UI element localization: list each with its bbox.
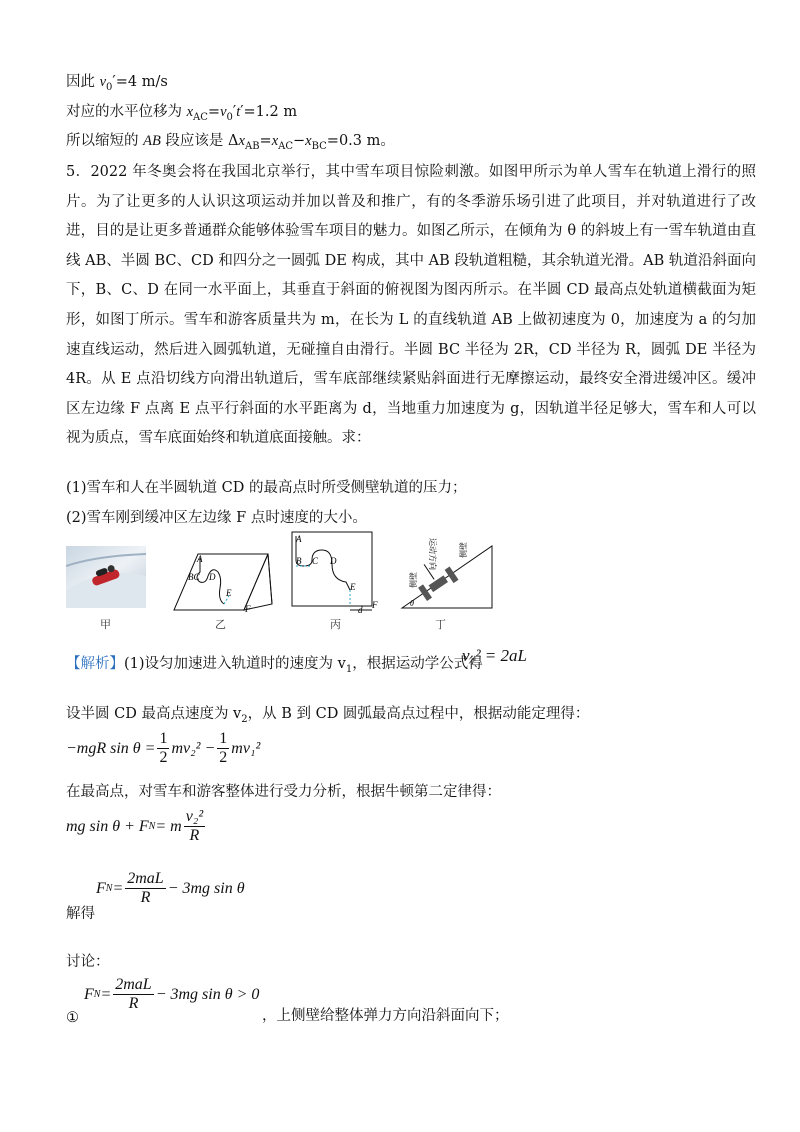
solution-tag: 【解析】 [66,656,124,672]
equation-condition: F N = $\frac{\text{2maL}}{R}$ − 3mg sin θ > 0 [84,976,260,1012]
equation-newton: mg sin θ + F N = m $\frac{\text{v₂²}}{R}$ [66,808,204,844]
line-shortened-ab: 所以缩短的 AB 段应该是 $\Delta x_{AB}=x_{AC}-x_{BC}=0.3$ m。 [66,133,395,152]
question-2: (2)雪车刚到缓冲区左边缘 F 点时速度的大小。 [66,510,367,526]
equation-energy: −mgR sin θ = $\frac{1}{2}$ mv₂² − $\frac{1}{2}$ mv₁² [66,730,261,766]
line-horizontal-displacement: 对应的水平位移为 $x_{AC}=v_0't'=1.2$ m [66,104,298,123]
ding-wall-left: 侧壁 [409,572,418,588]
figure-bing-topview [290,530,380,614]
problem-text: 5．2022 年冬奥会将在我国北京举行，其中雪车项目惊险刺激。如图甲所示为单人雪车在轨道上滑行的照片。为了让更多的人认识这项运动并加以普及和推广，有的冬季游乐场引进了此项目，并对轨道进行了改进，目的是让更多普通群众能够体验雪车项目的魅力。如图乙所示，在倾角为 θ 的斜坡上有一雪车轨道由直线 AB、半圆 BC、CD 和四分之一圆弧 DE 构成，其中 AB 段轨道粗糙，其余轨道光滑。AB 轨道沿斜面向下，B、C、D 在同一水平面上，其垂直于斜面的俯视图为图丙所示。在半圆 CD 最高点处轨道横截面为矩形，如图丁所示。雪车和游客质量共为 m，在长为 L 的直线轨道 AB 上做初速度为 0，加速度为 a 的匀加速直线运动，然后进入圆弧轨道，无碰撞自由滑行。半圆 BC 半径为 2R，CD 半径为 R，圆弧 DE 半径为 4R。从 E 点沿切线方向滑出轨道后，雪车底部继续紧贴斜面进行无摩擦运动，最终安全滑进缓冲区。缓冲区左边缘 F 点离 E 点平行斜面的水平距离为 d，当地重力加速度为 g，因轨道半径足够大，雪车和人可以视为质点，雪车底面始终和轨道底面接触。求： [66,164,756,447]
bing-label-F: F [372,600,378,610]
solution-step-4: 解得 [66,906,95,922]
bing-label-A: A [296,534,302,544]
problem-statement [66,158,756,454]
ding-theta: θ [410,599,414,608]
yi-label-E: E [226,588,232,598]
solution-step-3: 在最高点，对雪车和游客整体进行受力分析，根据牛顿第二定律得： [66,784,501,800]
yi-label-D: D [209,572,216,582]
solution-step-6-text: ，上侧壁给整体弹力方向沿斜面向下； [262,1008,509,1024]
figure-jia-photo [66,546,146,608]
solution-step-5: 讨论： [66,954,110,970]
solution-step-1: 【解析】(1)设匀加速进入轨道时的速度为 $v_1$，根据运动学公式得 [66,656,483,675]
yi-label-BC: BC [188,572,200,582]
caption-jia: 甲 [100,618,111,631]
caption-yi: 乙 [215,618,226,631]
ding-wall-right: 侧壁 [459,542,468,558]
caption-bing: 丙 [330,618,341,631]
bing-label-D: D [330,556,337,566]
ding-direction: 运动方向 [428,538,437,570]
solution-step-6: ① [66,1010,79,1026]
bing-label-B: B [296,556,302,566]
equation-result: F N = $\frac{\text{2maL}}{R}$ − 3mg sin θ [96,870,245,906]
figure-ding-crosssection [398,532,498,612]
bing-label-d: d [358,605,363,614]
yi-label-A: A [197,554,203,564]
caption-ding: 丁 [435,618,446,631]
figure-yi-slope [168,544,276,614]
solution-step-2: 设半圆 CD 最高点速度为 $v_2$，从 B 到 CD 圆弧最高点过程中，根据动能定理得： [66,706,590,725]
yi-label-F: F [245,604,251,614]
bing-label-C: C [312,556,319,566]
line-v0: 因此 $v_0'=4$ m/s [66,74,168,93]
bing-label-E: E [350,582,356,592]
equation-kinematics: v₁² = 2aL [462,646,527,665]
question-1: (1)雪车和人在半圆轨道 CD 的最高点时所受侧壁轨道的压力； [66,480,467,496]
